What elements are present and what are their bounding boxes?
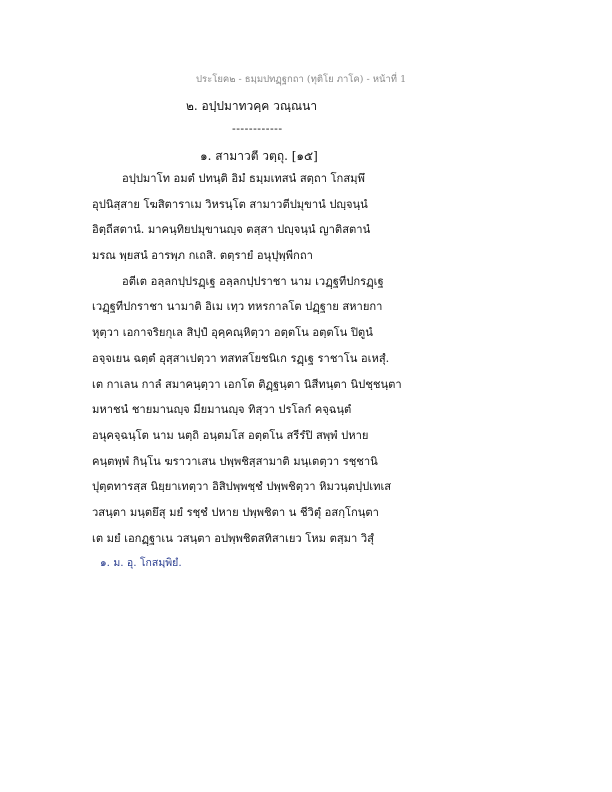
paragraph-line: เต มยํ เอกฏฺฐาเน วสนฺตา อปพฺพชิตสทิสาเยว โหม ตสฺมา วิสุํ bbox=[92, 531, 374, 545]
paragraph-line: มรณ พฺยสนํ อารพฺภ กเถสิ. ตตฺรายํ อนุปุพฺพีกถา bbox=[92, 249, 313, 263]
paragraph-line: อตีเต อลฺลกปฺปรฏฺเฐ อลฺลกปฺปราชา นาม เวฏฺฐทีปกรฏฺเฐ bbox=[122, 274, 384, 288]
paragraph-line: อจฺจเยน ฉตฺตํ อุสฺสาเปตฺวา ทสทสโยชนิเก รฏฺเฐ ราชาโน อเหสุํ. bbox=[92, 351, 390, 365]
paragraph-line: เต กาเลน กาลํ สมาคนฺตฺวา เอกโต ติฏฺฐนฺตา นิสีทนฺตา นิปชฺชนฺตา bbox=[92, 377, 402, 391]
paragraph-line: ปุตฺตทารสฺส นิยฺยาเทตฺวา อิสิปพฺพชฺชํ ปพฺพชิตฺวา หิมวนฺตปฺปเทเส bbox=[92, 480, 392, 494]
paragraph-line: อปฺปมาโท อมตํ ปทนฺติ อิมํ ธมฺมเทสนํ สตฺถา โกสมฺพึ bbox=[122, 172, 365, 185]
paragraph-line: อุปนิสฺสาย โฆสิตาราเม วิหรนฺโต สามาวตีปมุขานํ ปญฺจนฺนํ bbox=[92, 197, 368, 211]
paragraph-line: คนฺตพฺพํ กินฺโน ฆราวาเสน ปพฺพชิสฺสามาติ มนฺเตตฺวา รชฺชานิ bbox=[92, 454, 378, 468]
footnote: ๑. ม. อุ. โกสมฺพิยํ. bbox=[100, 557, 182, 570]
chapter-title: ๒. อปฺปมาทวคฺค วณฺณนา bbox=[186, 99, 318, 113]
paragraph-line: อนุคจฺฉนฺโต นาม นตฺถิ อนฺตมโส อตฺตโน สรีรํปิ สพฺพํ ปหาย bbox=[92, 428, 369, 442]
running-header: ประโยค๒ - ธมฺมปทฏฺฐกถา (ทุติโย ภาโค) - หน้าที่ 1 bbox=[196, 74, 407, 85]
body-text bbox=[92, 166, 402, 571]
paragraph-line: เวฏฺฐทีปกราชา นามาติ อิเม เทฺว ทหรกาลโต ปฏฺฐาย สหายกา bbox=[92, 300, 383, 314]
paragraph-line: วสนฺตา มนฺตยึสุ มยํ รชฺชํ ปหาย ปพฺพชิตา น ชีวิตุํ อสกฺโกนฺตา bbox=[92, 505, 379, 519]
paragraph-line: อิตฺถีสตานํ. มาคนฺทิยปมุขานญฺจ ตสฺสา ปญฺจนฺนํ ญาติสตานํ bbox=[92, 223, 371, 237]
paragraph-line: มหาชนํ ชายมานญฺจ มียมานญฺจ ทิสฺวา ปรโลกํ คจฺฉนฺตํ bbox=[92, 403, 352, 417]
paragraph-line: หุตฺวา เอกาจริยกุเล สิปฺปํ อุคฺคณฺหิตฺวา อตฺตโน อตฺตโน ปิตูนํ bbox=[92, 326, 373, 340]
story-title: ๑. สามาวตี วตฺถุ. [๑๕] bbox=[200, 149, 318, 163]
title-separator: ------------ bbox=[232, 122, 283, 135]
